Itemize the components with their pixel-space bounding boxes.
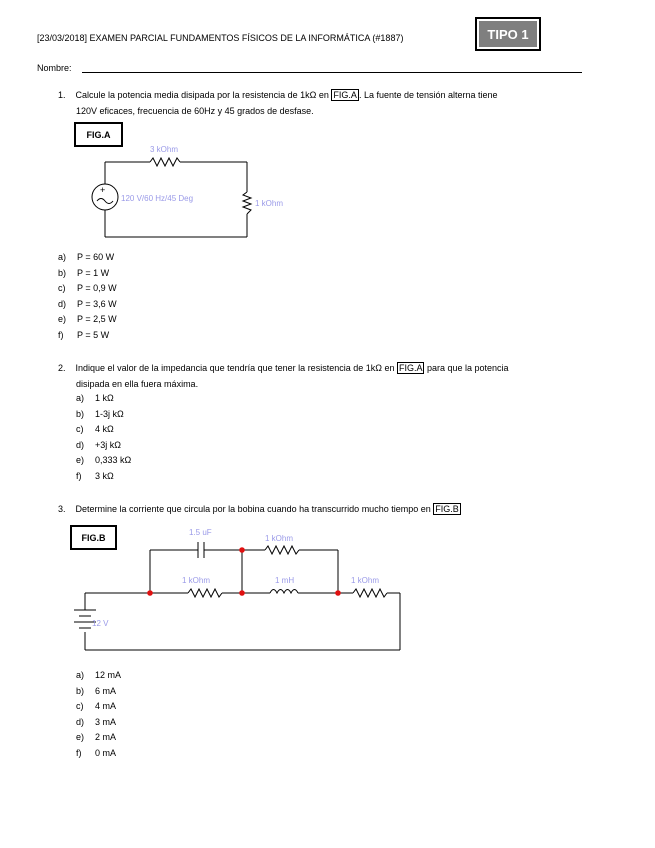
option[interactable]: c) 4 kΩ (76, 424, 114, 435)
fig-a-label: FIG.A (74, 122, 123, 147)
q2-options (76, 391, 131, 485)
question-1-line2: 120V eficaces, frecuencia de 60Hz y 45 grados de desfase. (76, 106, 314, 116)
option[interactable]: d) P = 3,6 W (58, 298, 117, 309)
option[interactable]: f) P = 5 W (58, 329, 110, 340)
question-number: 2. (58, 363, 66, 373)
circuit-fig-a (85, 142, 285, 242)
fig-reference: FIG.B (435, 504, 459, 514)
option[interactable]: b) P = 1 W (58, 267, 110, 278)
resistor-right-symbol (353, 589, 387, 597)
name-field-line[interactable] (82, 72, 582, 73)
resistor-upper-right-symbol (265, 546, 299, 554)
node-dot (239, 590, 245, 596)
battery-label: 12 V (92, 619, 109, 628)
q1-options (58, 250, 117, 344)
option[interactable]: e) 0,333 kΩ (76, 455, 132, 466)
option[interactable]: d) 3 mA (76, 716, 117, 727)
resistor-middle-left-label: 1 kOhm (182, 576, 211, 585)
capacitor-label: 1.5 uF (189, 528, 212, 537)
option[interactable]: e) 2 mA (76, 732, 117, 743)
question-2-line2: disipada en ella fuera máxima. (76, 379, 199, 389)
option[interactable]: b) 6 mA (76, 685, 117, 696)
question-number: 3. (58, 504, 66, 514)
resistor-right-symbol (243, 192, 251, 214)
option[interactable]: c) 4 mA (76, 701, 117, 712)
tipo-badge (475, 17, 541, 51)
question-1 (58, 87, 498, 103)
resistor-top-symbol (150, 158, 180, 166)
name-label: Nombre: (37, 63, 72, 73)
option[interactable]: a) 12 mA (76, 670, 122, 680)
question-text: Determine la corriente que circula por la bobina cuando ha transcurrido mucho tiempo en (75, 504, 434, 514)
node-dot (239, 547, 245, 553)
question-text-cont: . La fuente de tensión alterna tiene (358, 90, 498, 100)
resistor-right-label: 1 kOhm (255, 199, 284, 208)
option[interactable]: f) 3 kΩ (76, 470, 114, 481)
option[interactable]: a) 1 kΩ (76, 393, 114, 403)
node-dot (147, 590, 153, 596)
question-2 (58, 360, 509, 376)
node-dot (335, 590, 341, 596)
question-text: Calcule la potencia media disipada por la resistencia de 1kΩ en (75, 90, 332, 100)
fig-reference: FIG.A (398, 363, 423, 373)
question-text: Indique el valor de la impedancia que tendría que tener la resistencia de 1kΩ en (75, 363, 397, 373)
tipo-label: TIPO 1 (479, 21, 537, 47)
exam-header: [23/03/2018] EXAMEN PARCIAL FUNDAMENTOS FÍSICOS DE LA INFORMÁTICA (#1887) (37, 33, 404, 43)
option[interactable]: c) P = 0,9 W (58, 283, 117, 294)
circuit-fig-b (70, 520, 410, 660)
option[interactable]: f) 0 mA (76, 747, 117, 758)
source-label: 120 V/60 Hz/45 Deg (121, 194, 194, 203)
q3-options (76, 668, 121, 762)
fig-reference: FIG.A (333, 90, 357, 100)
option[interactable]: e) P = 2,5 W (58, 314, 117, 325)
question-text-cont: para que la potencia (424, 363, 509, 373)
option[interactable]: d) +3j kΩ (76, 439, 121, 450)
resistor-top-label: 3 kOhm (150, 145, 179, 154)
option[interactable]: b) 1-3j kΩ (76, 408, 124, 419)
option[interactable]: a) P = 60 W (58, 252, 115, 262)
question-number: 1. (58, 90, 66, 100)
resistor-middle-left-symbol (188, 589, 222, 597)
resistor-upper-right-label: 1 kOhm (265, 534, 294, 543)
inductor-label: 1 mH (275, 576, 295, 585)
fig-b-label: FIG.B (70, 525, 117, 550)
resistor-right-label: 1 kOhm (351, 576, 380, 585)
question-3 (58, 501, 461, 517)
plus-sign: + (100, 185, 106, 195)
inductor-symbol (270, 590, 298, 594)
